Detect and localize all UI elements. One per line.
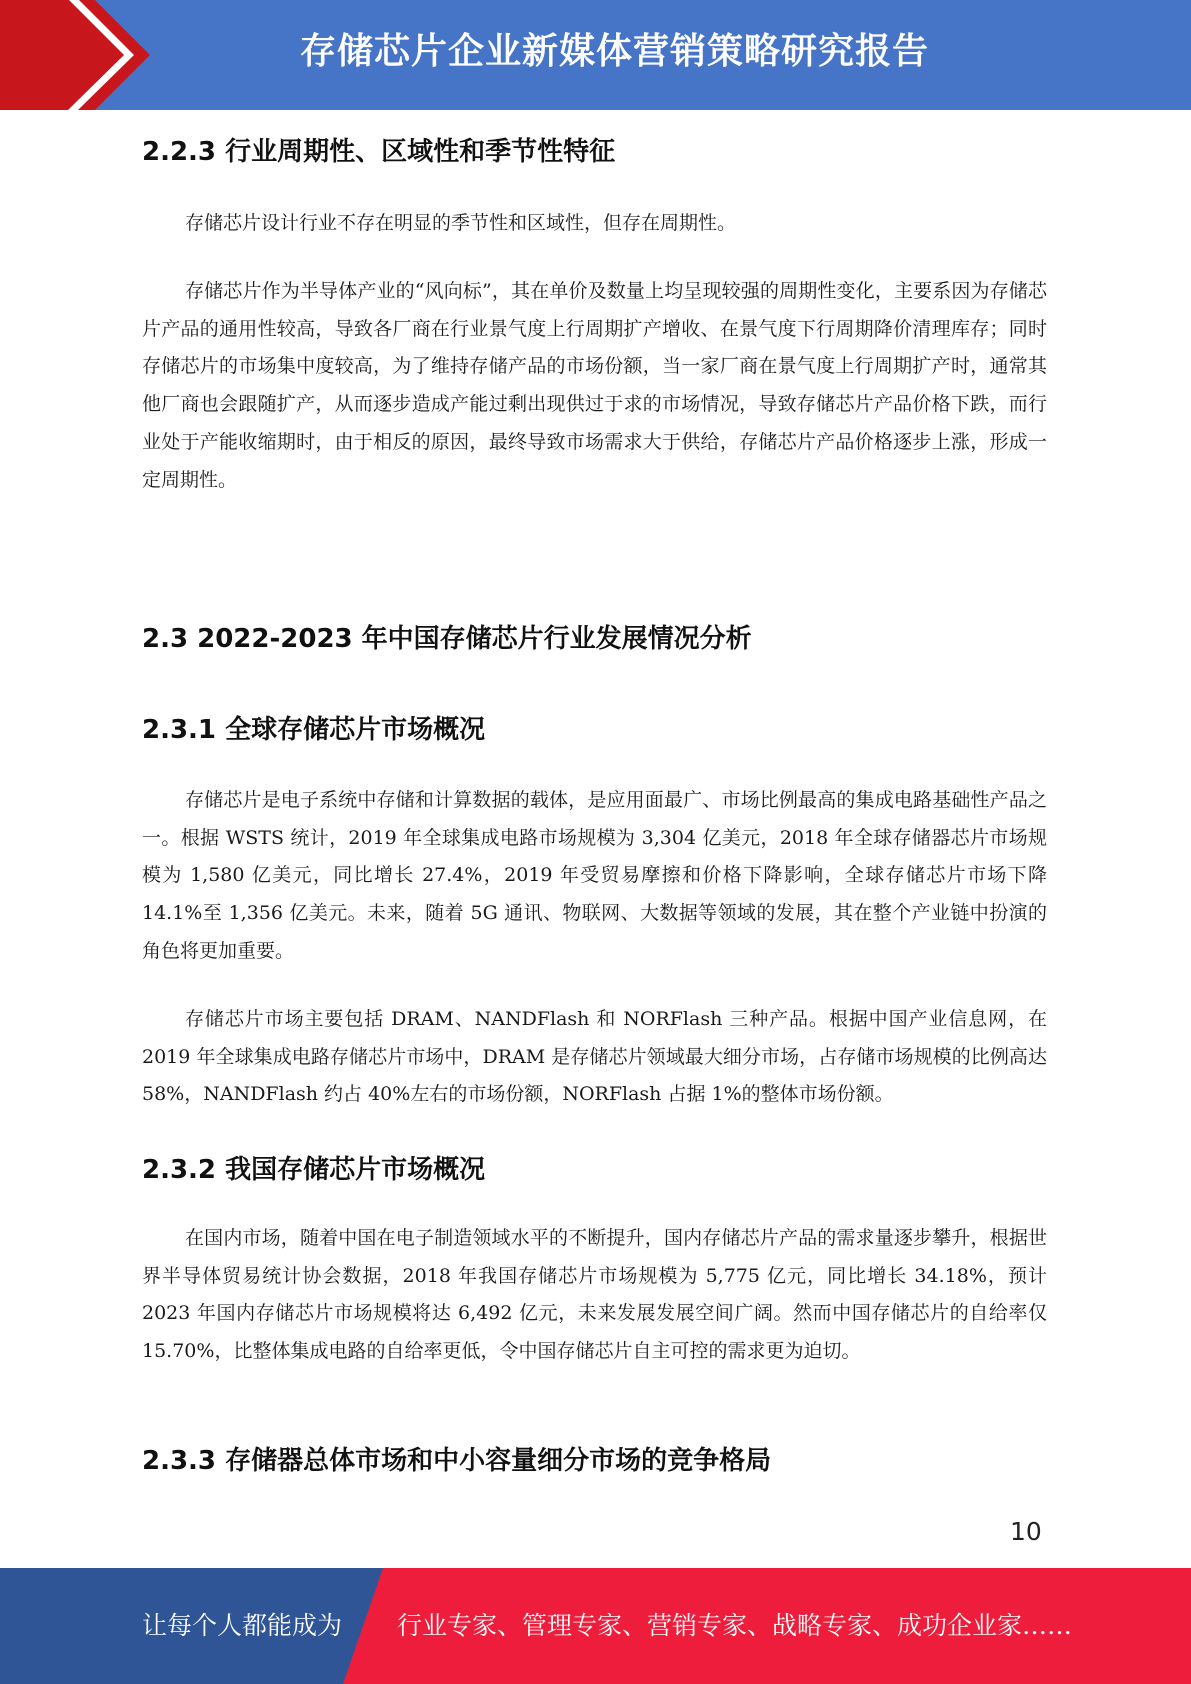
page-header [0, 0, 1191, 110]
section-heading-2-2-3: 2.2.3 行业周期性、区域性和季节性特征 [142, 137, 616, 167]
paragraph: 存储芯片作为半导体产业的“风向标”，其在单价及数量上均呈现较强的周期性变化，主要系因为存储芯片产品的通用性较高，导致各厂商在行业景气度上行周期扩产增收、在景气度下行周期降价清理库存；同时存储芯片的市场集中度较高，为了维持存储产品的市场份额，当一家厂商在景气度上行周期扩产时，通常其他厂商也会跟随扩产，从而逐步造成产能过剩出现供过于求的市场情况，导致存储芯片产品价格下跌，而行业处于产能收缩期时，由于相反的原因，最终导致市场需求大于供给，存储芯片产品价格逐步上涨，形成一定周期性。 [142, 280, 1047, 491]
page-footer [0, 1568, 1191, 1684]
section-heading-2-3-2: 2.3.2 我国存储芯片市场概况 [142, 1155, 486, 1185]
footer-slogan-right: 行业专家、管理专家、营销专家、战略专家、成功企业家…… [397, 1611, 1073, 1640]
paragraph: 存储芯片市场主要包括 DRAM、NANDFlash 和 NORFlash 三种产品。根据中国产业信息网，在 2019 年全球集成电路存储芯片市场中，DRAM 是存储芯片领域最大细分市场，占存储市场规模的比例高达 58%，NANDFlash 约占 40%左右的市场份额，NORFlash 占据 1%的整体市场份额。 [142, 1008, 1047, 1106]
page-number: 10 [1010, 1517, 1042, 1546]
header-title: 存储芯片企业新媒体营销策略研究报告 [300, 31, 930, 72]
paragraph: 存储芯片是电子系统中存储和计算数据的载体，是应用面最广、市场比例最高的集成电路基础性产品之一。根据 WSTS 统计，2019 年全球集成电路市场规模为 3,304 亿美元，2018 年全球存储器芯片市场规模为 1,580 亿美元，同比增长 27.4%，2019 年受贸易摩擦和价格下降影响，全球存储芯片市场下降 14.1%至 1,356 亿美元。未来，随着 5G 通讯、物联网、大数据等领域的发展，其在整个产业链中扮演的角色将更加重要。 [142, 789, 1047, 962]
section-heading-2-3: 2.3 2022-2023 年中国存储芯片行业发展情况分析 [142, 624, 752, 654]
header-chevron-decoration [0, 0, 160, 110]
paragraph: 在国内市场，随着中国在电子制造领域水平的不断提升，国内存储芯片产品的需求量逐步攀升，根据世界半导体贸易统计协会数据，2018 年我国存储芯片市场规模为 5,775 亿元，同比增长 34.18%，预计 2023 年国内存储芯片市场规模将达 6,492 亿元，未来发展发展空间广阔。然而中国存储芯片的自给率仅 15.70%，比整体集成电路的自给率更低，令中国存储芯片自主可控的需求更为迫切。 [142, 1227, 1047, 1363]
section-heading-2-3-1: 2.3.1 全球存储芯片市场概况 [142, 715, 486, 745]
footer-slogan-left: 让每个人都能成为 [142, 1611, 343, 1640]
paragraph: 存储芯片设计行业不存在明显的季节性和区域性，但存在周期性。 [185, 212, 737, 234]
section-heading-2-3-3: 2.3.3 存储器总体市场和中小容量细分市场的竞争格局 [142, 1446, 772, 1476]
